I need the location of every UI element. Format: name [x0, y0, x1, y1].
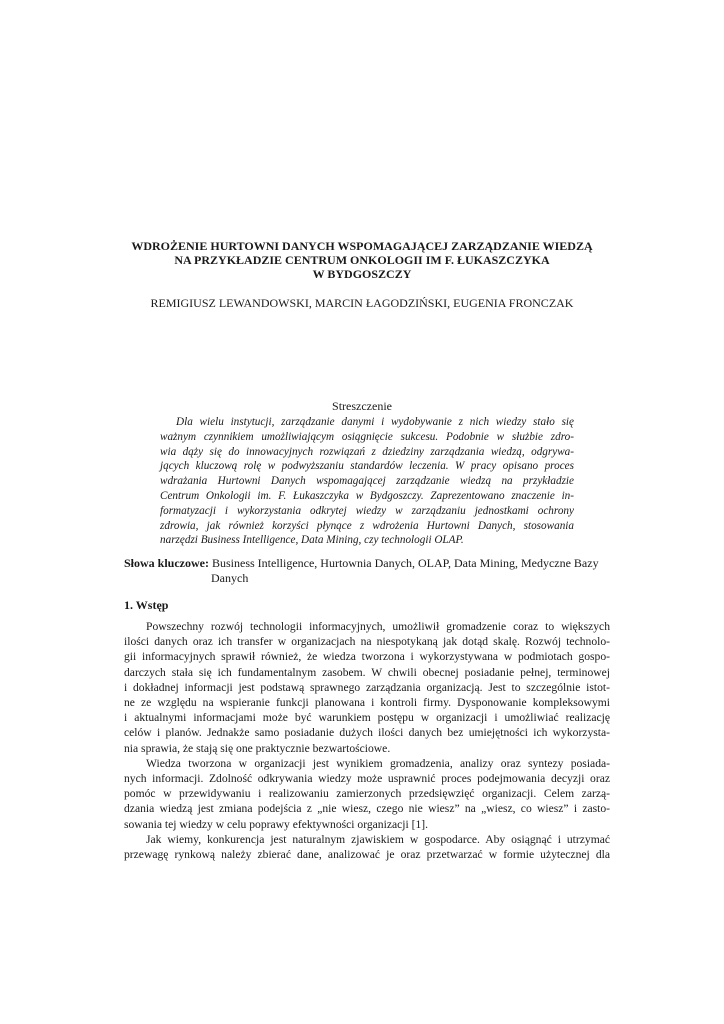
- abstract-line: wia dąży się do innowacyjnych rozwiązań z dziedziny zarządzania wiedzą, odgrywa-: [160, 445, 574, 458]
- title-line: NA PRZYKŁADZIE CENTRUM ONKOLOGII IM F. ŁUKASZCZYKA: [174, 253, 550, 267]
- body-line: dzania wiedzą jest zmiana podejścia z „nie wiesz, czego nie wiesz” na „wiesz, co wiesz” i zasto-: [124, 802, 610, 816]
- body-line: darczych stała się ich fundamentalnym zasobem. W chwili obecnej posiadanie pełnej, terminowej: [124, 665, 610, 679]
- body-line: gii informacyjnych sprawił również, że wiedza tworzona i wykorzystywana w podmiotach gospo-: [124, 650, 610, 664]
- body-line: sowania tej wiedzy w celu poprawy efektywności organizacji [1].: [124, 817, 429, 831]
- body-line: i dokładnej informacji jest podstawą sprawnego zarządzania organizacją. Jest to szczególnie istot-: [124, 680, 610, 694]
- body-line: ilości danych oraz ich transfer w organizacjach na niespotykaną jak dotąd skalę. Rozwój technolo-: [124, 635, 610, 649]
- body-line: ne ze względu na wspieranie funkcji planowana i kontroli firmy. Dysponowanie kompleksowymi: [124, 696, 610, 710]
- paper-title: [100, 239, 624, 281]
- abstract-line: zdrowia, jak również korzyści płynące z wdrożenia Hurtowni Danych, stosowania: [160, 519, 574, 532]
- keywords-label: Słowa kluczowe:: [124, 556, 209, 570]
- section-heading: 1. Wstęp: [124, 598, 169, 612]
- body-line: Powszechny rozwój technologii informacyjnych, umożliwił gromadzenie coraz to większych: [146, 620, 610, 633]
- body-line: nia sprawia, że stają się one praktycznie bezwartościowe.: [124, 741, 391, 755]
- abstract-line: jących kluczową rolę w podwyższaniu standardów leczenia. W pracy opisano proces: [160, 460, 574, 473]
- body-line: celów i planów. Jednakże samo posiadanie dużych ilości danych bez umiejętności ich wykorzysta-: [124, 726, 610, 740]
- abstract-line: narzędzi Business Intelligence, Data Mining, czy technologii OLAP.: [160, 534, 464, 547]
- abstract-line: formatyzacji i wykorzystania odkrytej wiedzy w zarządzaniu jednostkami ochrony: [160, 504, 574, 517]
- section-body: [124, 619, 610, 862]
- body-line: Jak wiemy, konkurencja jest naturalnym zjawiskiem w gospodarce. Aby osiągnąć i utrzymać: [146, 832, 610, 846]
- abstract-line: Centrum Onkologii im. F. Łukaszczyka w Bydgoszczy. Zaprezentowano znaczenie in-: [160, 489, 574, 502]
- abstract-heading: Streszczenie: [332, 399, 392, 413]
- body-line: nych informacji. Zdolność odkrywania wiedzy może usprawnić proces podejmowania decyzji oraz: [124, 772, 610, 786]
- abstract-line: wdrażania Hurtowni Danych wspomagającej zarządzanie wiedzą na przykładzie: [160, 475, 574, 488]
- title-line: WDROŻENIE HURTOWNI DANYCH WSPOMAGAJĄCEJ ZARZĄDZANIE WIEDZĄ: [131, 239, 593, 253]
- body-line: i aktualnymi informacjami może być warunkiem postępu w organizacji i umożliwiać realizację: [124, 711, 610, 725]
- keywords-value-continued: Danych: [211, 570, 249, 585]
- abstract-text: [160, 415, 574, 548]
- authors: REMIGIUSZ LEWANDOWSKI, MARCIN ŁAGODZIŃSKI, EUGENIA FRONCZAK: [150, 296, 574, 310]
- body-line: przewagę rynkową należy zbierać dane, analizować je oraz przetwarzać w formie użytecznej dla: [124, 848, 610, 862]
- body-line: Wiedza tworzona w organizacji jest wynikiem gromadzenia, analizy oraz syntezy posiada-: [146, 756, 610, 770]
- abstract-line: ważnym czynnikiem umożliwiającym osiągnięcie sukcesu. Podobnie w służbie zdro-: [160, 430, 574, 443]
- title-line: W BYDGOSZCZY: [312, 267, 412, 281]
- body-line: pomóc w przewidywaniu i realizowaniu zamierzonych przedsięwzięć organizacji. Celem zarzą-: [124, 787, 610, 801]
- abstract-line: Dla wielu instytucji, zarządzanie danymi i wydobywanie z nich wiedzy stało się: [176, 416, 574, 428]
- keywords: [124, 556, 608, 585]
- keywords-value: Business Intelligence, Hurtownia Danych, OLAP, Data Mining, Medyczne Bazy: [212, 556, 599, 570]
